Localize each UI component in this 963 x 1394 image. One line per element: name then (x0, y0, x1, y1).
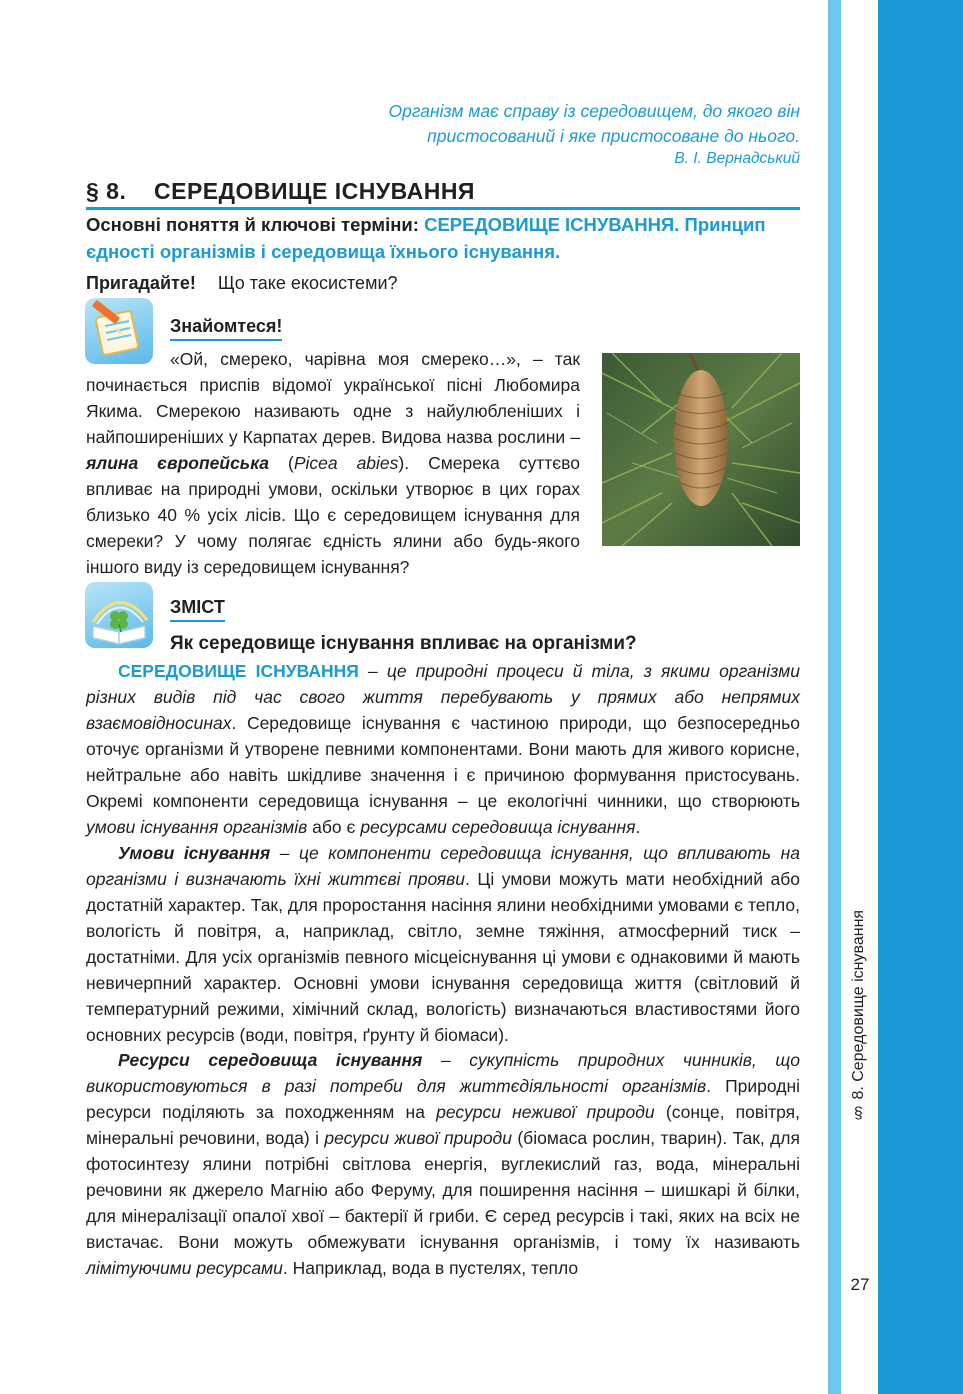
term: Умови існування (118, 843, 271, 863)
definition: – сукупність природних чинників, що використовуються в разі потреби для життєдіяльності організмів (86, 1050, 800, 1096)
intro-text: ( (288, 453, 294, 473)
intro-text: «Ой, смереко, чарівна моя смереко…», – так починається приспів відомої української пісні Любомира Якима. Смерекою називають одне з найулюбленіших і найпоширеніших у Карпатах дерев. Видова назва рослини – (86, 349, 580, 447)
intro-text: ). Смерека суттєво впливає на природні умови, оскільки утворює в цих горах близько 40 % усіх лісів. Що є середовищем існування для смереки? У чому полягає єдність ялини або будь-якого іншого виду із середовищем існування? (86, 453, 580, 577)
emphasis: лімітуючими ресурсами (86, 1258, 283, 1278)
definition: – це природні процеси й тіла, з якими організми різних видів під час свого життя перебувають у прямих або непрямих взаємовідносинах (86, 661, 800, 733)
spruce-cone-photo (602, 353, 800, 546)
key-term: Принцип єдності організмів і середовища їхнього існування. (86, 214, 766, 262)
section-title: СЕРЕДОВИЩЕ ІСНУВАННЯ (154, 178, 475, 204)
section-number: § 8. (86, 178, 127, 204)
content-question: Як середовище існування впливає на організми? (170, 633, 637, 654)
running-title: § 8. Середовище існування (850, 910, 867, 1122)
term: СЕРЕДОВИЩЕ ІСНУВАННЯ (118, 661, 359, 681)
paragraph-resources (86, 1047, 800, 1281)
epigraph-author: В. І. Вернадський (674, 150, 800, 167)
paragraph-environment (86, 658, 800, 840)
side-bar-gap (841, 0, 878, 1394)
emphasis: умови існування організмів (86, 817, 308, 837)
side-bar-dark (878, 0, 963, 1394)
emphasis: ресурси неживої природи (436, 1102, 655, 1122)
species-name: ялина європейська (86, 453, 270, 473)
paragraph-text: . Наприклад, вода в пустелях, тепло (282, 1258, 579, 1278)
key-terms (86, 211, 802, 265)
book-clover-icon (85, 582, 153, 648)
paragraph-text: (біомаса рослин, тварин). Так, для фотосинтезу ялини потрібні світлова енергія, вуглекислий газ, вода, мінеральні речовини як джерело Магнію або Феруму, для поширення насіння – шишкарі й білки, для мінералізації опалої хвої – бактерії й гриби. Є серед ресурсів і такі, яких на всіх не вистачає. Вони можуть обмежувати існування організмів, і тому їх називають (86, 1128, 800, 1252)
definition: – це компоненти середовища існування, що впливають на організми і визначають їхні життєві прояви (86, 843, 800, 889)
emphasis: ресурсами середовища існування (360, 817, 636, 837)
epigraph-line: Організм має справу із середовищем, до якого він (388, 101, 800, 121)
key-terms-label: Основні поняття й ключові терміни: (86, 214, 419, 235)
meet-heading: Знайомтеся! (170, 314, 282, 341)
paragraph-text: . Природні ресурси поділяють за походженням на (86, 1076, 801, 1122)
paragraph-conditions (86, 840, 800, 1048)
epigraph-line: пристосований і яке пристосоване до нього. (427, 126, 800, 146)
paragraph-text: або є (312, 817, 356, 837)
recall-question: Що таке екосистеми? (217, 273, 398, 293)
term: Ресурси середовища існування (118, 1050, 423, 1070)
key-term: СЕРЕДОВИЩЕ ІСНУВАННЯ. (424, 214, 680, 235)
intro-paragraph (86, 346, 580, 580)
paragraph-text: . (635, 817, 641, 837)
page-number: 27 (850, 1275, 870, 1294)
paragraph-text: (сонце, повітря, мінеральні речовини, вода) і (86, 1102, 800, 1148)
latin-name: Picea abies (293, 453, 399, 473)
recall-label: Пригадайте! (86, 273, 196, 293)
epigraph (330, 99, 800, 169)
side-bar-light (828, 0, 841, 1394)
content-heading: ЗМІСТ (170, 595, 225, 622)
paragraph-text: . Ці умови можуть мати необхідний або достатній характер. Так, для проростання насіння ялини необхідними умовами є тепло, вологість й повітря, а, наприклад, світло, земне тяжіння, атмосферний тиск – достатніми. Для усіх організмів певного місцеіснування ці умови є однаковими й мають невичерпний характер. Основні умови існування середовища життя (світловий й температурний режими, хімічний склад, вологість) визначаються властивостями його основних ресурсів (води, повітря, ґрунту й біомаси). (86, 869, 800, 1045)
section-heading (86, 175, 800, 210)
recall-block (86, 270, 398, 296)
paragraph-text: . Середовище існування є частиною природи, що безпосередньо оточує організми й утворене певними компонентами. Вони мають для живого корисне, нейтральне або навіть шкідливе значення і є причиною формування пристосувань. Окремі компоненти середовища існування – це екологічні чинники, що створюють (86, 713, 800, 811)
emphasis: ресурси живої природи (324, 1128, 512, 1148)
